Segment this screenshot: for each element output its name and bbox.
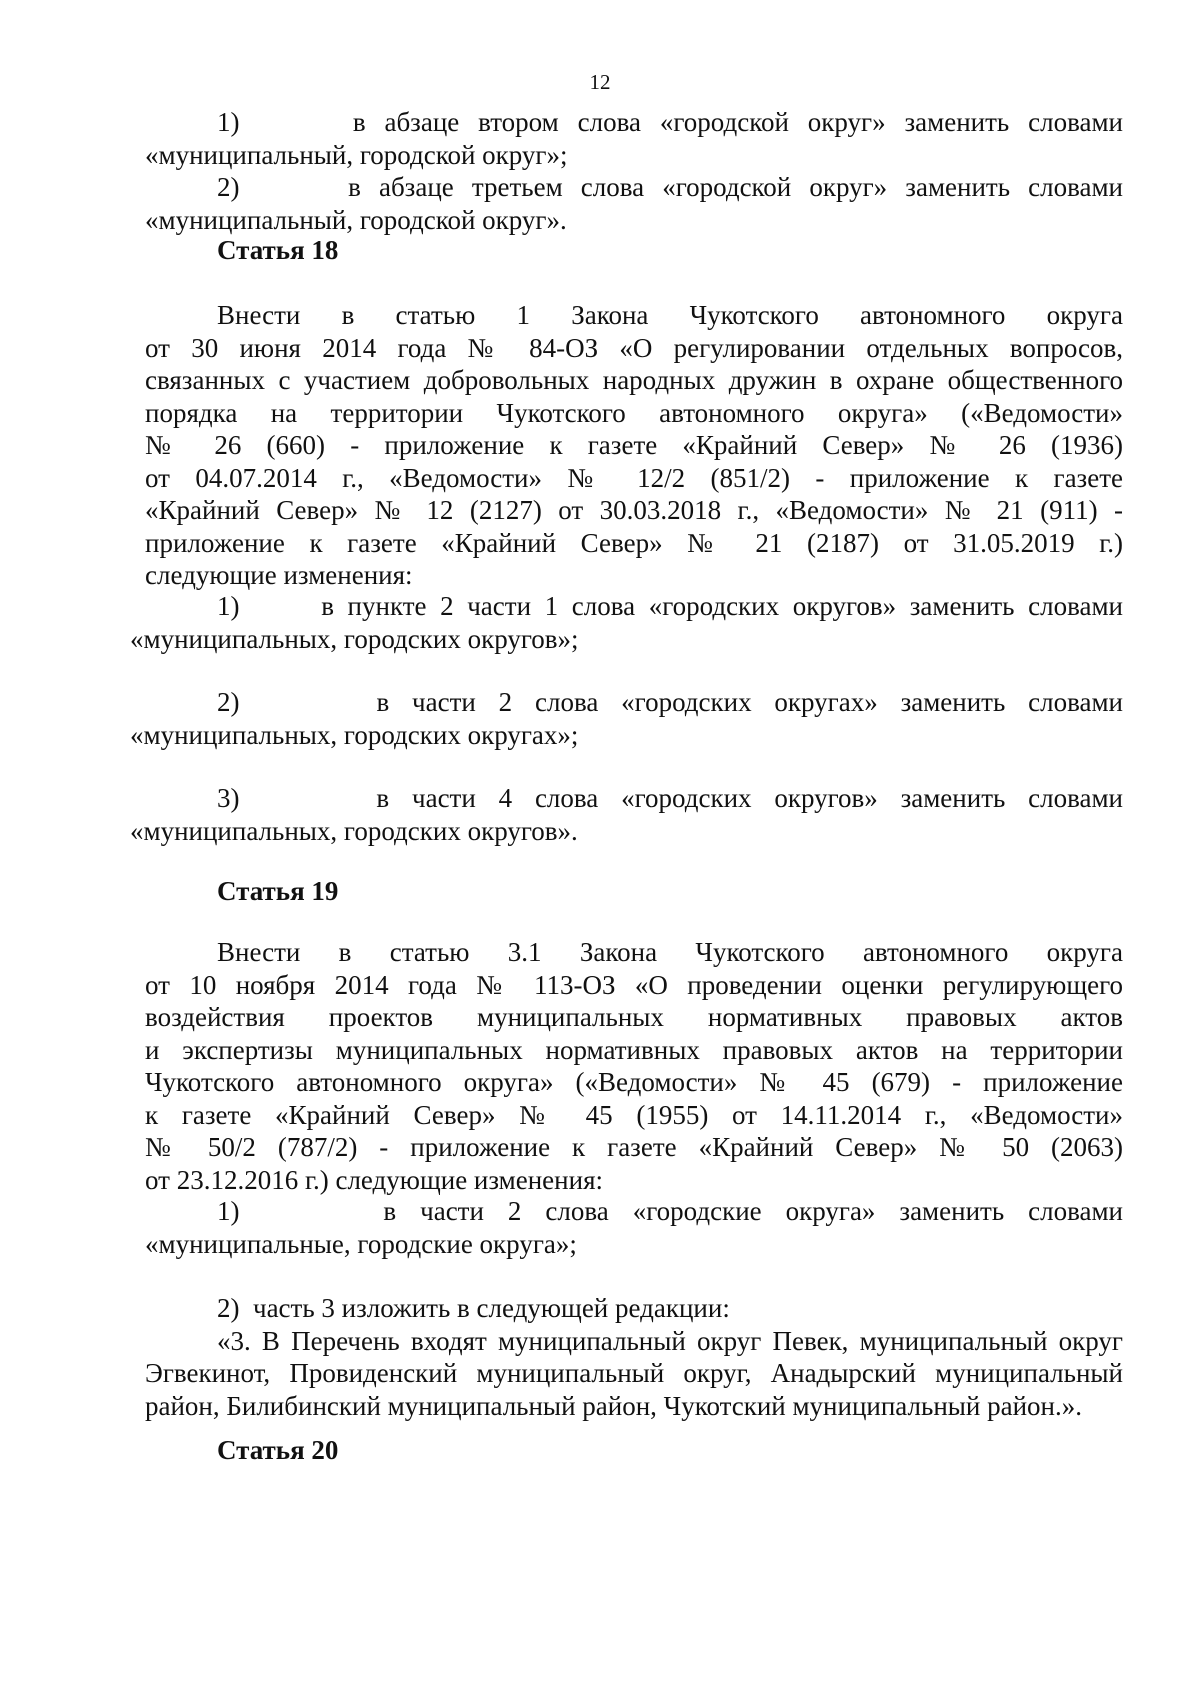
text-line: 3) в части 4 слова «городских округов» заменить словами [217, 783, 1123, 813]
text-line: 1) в абзаце втором слова «городской округ» заменить словами [217, 107, 1123, 137]
article-19-item-1 [145, 1195, 1123, 1260]
article-heading: Статья 18 [217, 235, 339, 265]
top-item-1 [145, 106, 1123, 171]
text-line: порядка на территории Чукотского автономного округа» («Ведомости» [145, 397, 1123, 428]
text-line: связанных с участием добровольных народных дружин в охране общественного [145, 365, 1123, 395]
text-line: и экспертизы муниципальных нормативных правовых актов на территории [145, 1034, 1123, 1065]
article-18-item-1 [130, 590, 1123, 655]
text-line: «муниципальных, городских округов»; [130, 623, 579, 654]
quote-line: «3. В Перечень входят муниципальный округ Певек, муниципальный округ [217, 1325, 1123, 1356]
text-line: Чукотского автономного округа» («Ведомости» № 45 (679) - приложение [145, 1067, 1123, 1097]
article-heading: Статья 19 [217, 876, 339, 906]
text-line: «муниципальный, городской округ»; [145, 139, 568, 170]
text-line: 2) часть 3 изложить в следующей редакции: [217, 1293, 730, 1323]
quote-line: район, Билибинский муниципальный район, Чукотский муниципальный район.». [145, 1390, 1082, 1421]
text-line: воздействия проектов муниципальных нормативных правовых актов [145, 1002, 1123, 1032]
text-line: от 23.12.2016 г.) следующие изменения: [145, 1164, 603, 1195]
text-line: «муниципальный, городской округ». [145, 204, 567, 235]
article-heading: Статья 20 [217, 1435, 339, 1465]
text-line: приложение к газете «Крайний Север» № 21 (2187) от 31.05.2019 г.) [145, 527, 1123, 558]
text-line: № 26 (660) - приложение к газете «Крайний Север» № 26 (1936) [145, 430, 1123, 460]
text-line: «муниципальные, городские округа»; [145, 1228, 577, 1259]
article-19-item-2 [145, 1292, 1123, 1422]
text-line: Внести в статью 1 Закона Чукотского автономного округа [217, 300, 1123, 330]
text-line: от 10 ноября 2014 года № 113-ОЗ «О проведении оценки регулирующего [145, 969, 1123, 1000]
text-line: «муниципальных, городских округов». [130, 815, 578, 846]
top-item-2 [145, 171, 1123, 236]
text-line: следующие изменения: [145, 560, 413, 590]
text-line: «муниципальных, городских округах»; [130, 719, 579, 750]
text-line: № 50/2 (787/2) - приложение к газете «Крайний Север» № 50 (2063) [145, 1132, 1123, 1162]
text-line: «Крайний Север» № 12 (2127) от 30.03.2018 г., «Ведомости» № 21 (911) - [145, 495, 1123, 525]
text-line: 1) в части 2 слова «городские округа» заменить словами [217, 1196, 1123, 1226]
text-line: 2) в части 2 слова «городских округах» заменить словами [217, 687, 1123, 717]
article-18-item-3 [130, 782, 1123, 847]
article-18-intro [145, 299, 1123, 592]
text-line: Внести в статью 3.1 Закона Чукотского автономного округа [217, 937, 1123, 967]
quote-line: Эгвекинот, Провиденский муниципальный округ, Анадырский муниципальный [145, 1358, 1123, 1388]
article-18-item-2 [130, 686, 1123, 751]
text-line: 1) в пункте 2 части 1 слова «городских округов» заменить словами [217, 591, 1123, 621]
text-line: 2) в абзаце третьем слова «городской округ» заменить словами [217, 172, 1123, 202]
article-19-intro [145, 936, 1123, 1196]
text-line: от 04.07.2014 г., «Ведомости» № 12/2 (851/2) - приложение к газете [145, 462, 1123, 493]
page-number: 12 [589, 70, 611, 94]
text-line: к газете «Крайний Север» № 45 (1955) от 14.11.2014 г., «Ведомости» [145, 1099, 1123, 1130]
text-line: от 30 июня 2014 года № 84-ОЗ «О регулировании отдельных вопросов, [145, 332, 1123, 363]
